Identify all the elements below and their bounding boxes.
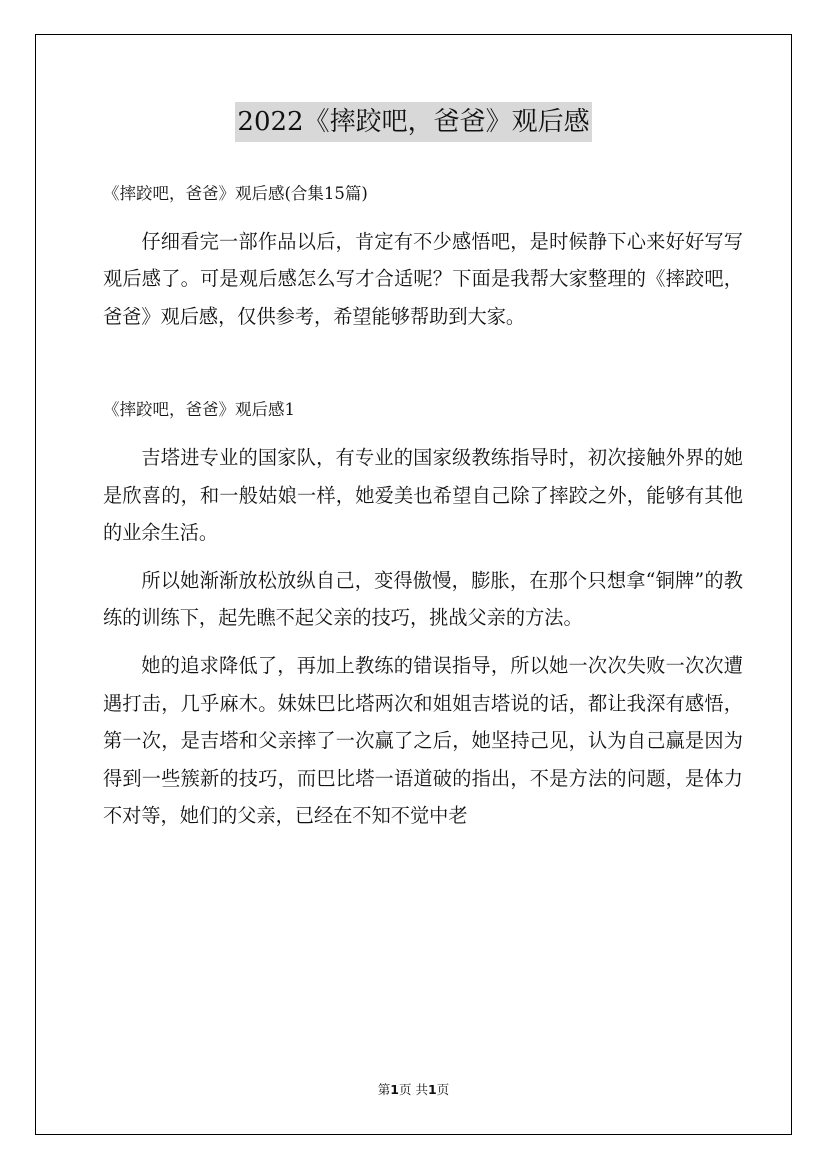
title-wrap	[0, 102, 827, 142]
spacer	[103, 213, 743, 223]
document-title: 2022《摔跤吧，爸爸》观后感	[235, 102, 591, 142]
footer-current-page: 1	[390, 1082, 399, 1097]
document-body	[103, 175, 743, 835]
footer-total-pages: 1	[427, 1082, 437, 1097]
body-paragraph: 她的追求降低了，再加上教练的错误指导，所以她一次次失败一次次遭遇打击，几乎麻木。妹妹巴比塔两次和姐姐吉塔说的话，都让我深有感悟，第一次，是吉塔和父亲摔了一次赢了之后，她坚持己见，认为自己赢是因为得到一些簇新的技巧，而巴比塔一语道破的指出，不是方法的问题，是体力不对等，她们的父亲，已经在不知不觉中老	[103, 653, 743, 828]
intro-paragraph: 仔细看完一部作品以后，肯定有不少感悟吧，是时候静下心来好好写写观后感了。可是观后感怎么写才合适呢？下面是我帮大家整理的《摔跤吧，爸爸》观后感，仅供参考，希望能够帮助到大家。	[103, 229, 743, 328]
footer-mid: 页 共	[399, 1082, 428, 1097]
spacer	[103, 637, 743, 647]
spacer	[103, 335, 743, 391]
spacer	[103, 552, 743, 562]
document-subtitle: 《摔跤吧，爸爸》观后感(合集15篇)	[103, 184, 368, 203]
footer-suffix: 页	[436, 1082, 450, 1097]
section-title: 《摔跤吧，爸爸》观后感1	[103, 400, 295, 420]
body-paragraph: 吉塔进专业的国家队，有专业的国家级教练指导时，初次接触外界的她是欣喜的，和一般姑娘一样，她爱美也希望自己除了摔跤之外，能够有其他的业余生活。	[103, 445, 743, 545]
body-paragraph: 所以她渐渐放松放纵自己，变得傲慢，膨胀，在那个只想拿“铜牌”的教练的训练下，起先瞧不起父亲的技巧，挑战父亲的方法。	[103, 568, 743, 630]
footer-prefix: 第	[377, 1082, 391, 1097]
spacer	[103, 429, 743, 439]
page-footer	[0, 1082, 827, 1098]
